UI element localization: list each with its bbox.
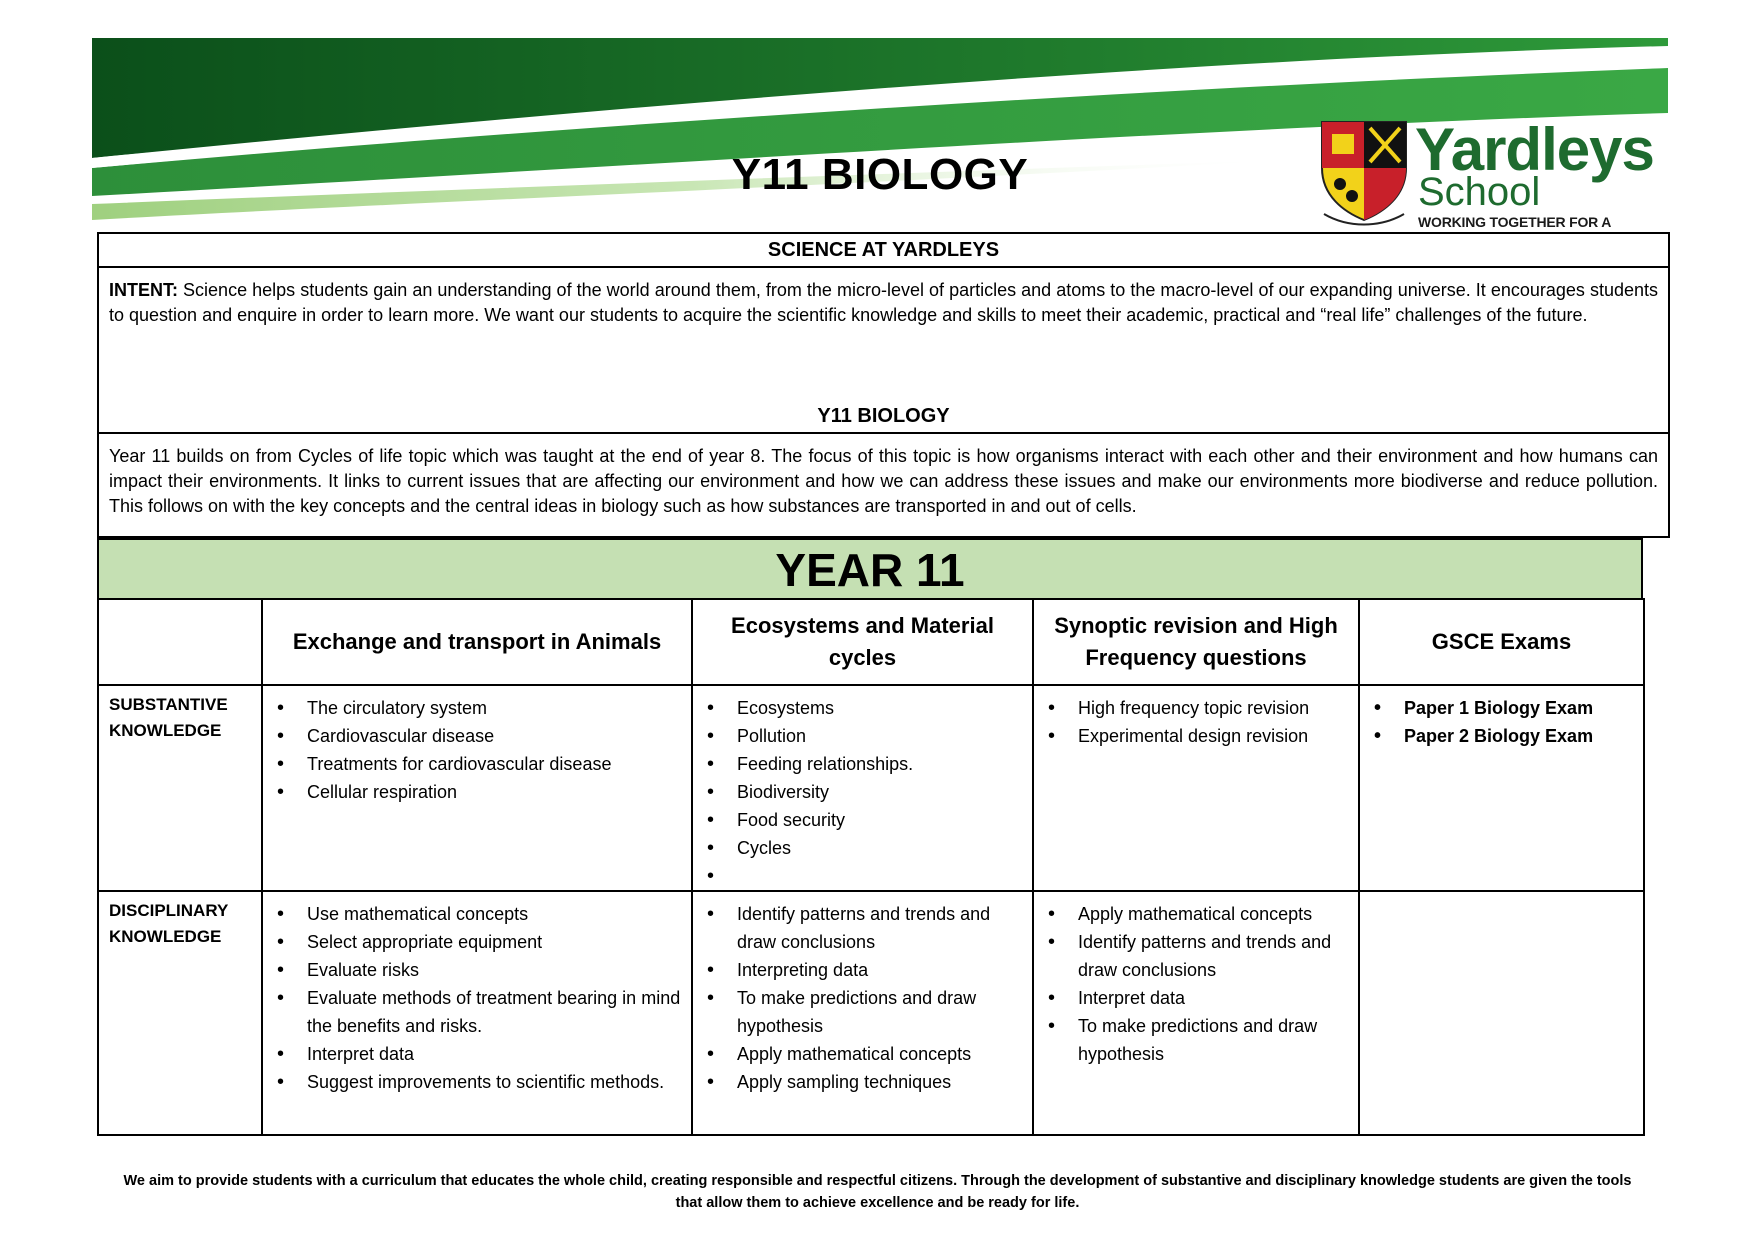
table-row <box>98 685 1644 891</box>
curriculum-table <box>97 598 1645 1136</box>
list-item: • High frequency topic revision <box>1044 694 1350 722</box>
list-item: • Paper 2 Biology Exam <box>1370 722 1635 750</box>
school-crest-icon <box>1318 118 1410 230</box>
column-header: Synoptic revision and High Frequency questions <box>1033 599 1359 685</box>
bullet-list <box>263 892 691 1096</box>
bullet-list <box>693 686 1032 890</box>
y11-section <box>97 400 1670 538</box>
row-label-line: DISCIPLINARY <box>109 901 229 920</box>
list-item: • Biodiversity <box>703 778 1024 806</box>
list-item: • Paper 1 Biology Exam <box>1370 694 1635 722</box>
bullet-list <box>1034 686 1358 750</box>
list-item: • Ecosystems <box>703 694 1024 722</box>
table-cell <box>262 685 692 891</box>
list-item: • To make predictions and draw hypothesis <box>1044 1012 1350 1068</box>
table-row <box>98 891 1644 1135</box>
intent-text: Science helps students gain an understanding of the world around them, from the micro-level of particles and atoms to the macro-level of our expanding universe. It encourages students to question and enquire in order to learn more. We want our students to acquire the scientific knowledge and skills to meet their academic, practical and “real life” challenges of the future. <box>109 280 1658 325</box>
list-item: • Interpreting data <box>703 956 1024 984</box>
intent-label: INTENT: <box>109 280 178 300</box>
list-item: • Identify patterns and trends and draw conclusions <box>703 900 1024 956</box>
list-item: • Interpret data <box>1044 984 1350 1012</box>
row-label-substantive <box>98 685 262 891</box>
logo-name: Yardleys <box>1415 116 1654 183</box>
list-item: • Pollution <box>703 722 1024 750</box>
list-item: • Cardiovascular disease <box>273 722 683 750</box>
table-cell <box>1033 891 1359 1135</box>
footer-statement: We aim to provide students with a curriculum that educates the whole child, creating responsible and respectful citizens. Through the development of substantive and disciplinary knowledge students are given the tools that allow them to achieve excellence and be ready for life. <box>123 1173 1632 1211</box>
row-label-disciplinary <box>98 891 262 1135</box>
logo-school: School <box>1418 170 1541 214</box>
table-cell-empty <box>1359 891 1644 1135</box>
logo-tagline: WORKING TOGETHER FOR A <box>1418 214 1611 230</box>
list-item: • Evaluate risks <box>273 956 683 984</box>
page-title: Y11 BIOLOGY <box>731 150 1029 199</box>
list-item: • Interpret data <box>273 1040 683 1068</box>
list-item: • To make predictions and draw hypothesis <box>703 984 1024 1040</box>
row-label-line: KNOWLEDGE <box>109 721 222 740</box>
list-item: • Use mathematical concepts <box>273 900 683 928</box>
list-item: • Feeding relationships. <box>703 750 1024 778</box>
list-item: • Cellular respiration <box>273 778 683 806</box>
table-header-row <box>98 599 1644 685</box>
bullet-list <box>1360 686 1643 750</box>
y11-heading: Y11 BIOLOGY <box>99 400 1668 434</box>
list-item: • Food security <box>703 806 1024 834</box>
list-item: • The circulatory system <box>273 694 683 722</box>
row-label-line: KNOWLEDGE <box>109 927 222 946</box>
list-item: • Apply mathematical concepts <box>703 1040 1024 1068</box>
table-corner-cell <box>98 599 262 685</box>
list-item: • Experimental design revision <box>1044 722 1350 750</box>
list-item <box>703 862 1024 890</box>
column-header: Ecosystems and Material cycles <box>692 599 1033 685</box>
table-cell <box>692 891 1033 1135</box>
table-cell <box>262 891 692 1135</box>
column-header: GSCE Exams <box>1359 599 1644 685</box>
table-cell <box>1033 685 1359 891</box>
y11-paragraph: Year 11 builds on from Cycles of life topic which was taught at the end of year 8. The focus of this topic is how organisms interact with each other and their environment and how humans can impact their environments. It links to current issues that are affecting our environment and how we can address these issues and make our environments more biodiverse and reduce pollution. This follows on with the key concepts and the central ideas in biology such as how substances are transported in and out of cells. <box>109 446 1658 516</box>
list-item: • Suggest improvements to scientific methods. <box>273 1068 683 1096</box>
list-item: • Evaluate methods of treatment bearing in mind the benefits and risks. <box>273 984 683 1040</box>
list-item: • Identify patterns and trends and draw conclusions <box>1044 928 1350 984</box>
list-item: • Treatments for cardiovascular disease <box>273 750 683 778</box>
list-item: • Apply sampling techniques <box>703 1068 1024 1096</box>
intent-paragraph <box>99 268 1668 338</box>
bullet-list <box>263 686 691 806</box>
table-cell <box>1359 685 1644 891</box>
column-header: Exchange and transport in Animals <box>262 599 692 685</box>
row-label-line: SUBSTANTIVE <box>109 695 228 714</box>
school-logo <box>1318 118 1663 233</box>
table-cell <box>692 685 1033 891</box>
science-heading: SCIENCE AT YARDLEYS <box>99 234 1668 268</box>
list-item: • Apply mathematical concepts <box>1044 900 1350 928</box>
list-item: • Select appropriate equipment <box>273 928 683 956</box>
bullet-list <box>1034 892 1358 1068</box>
bullet-list <box>693 892 1032 1096</box>
list-item: • Cycles <box>703 834 1024 862</box>
year-banner: YEAR 11 <box>97 538 1643 600</box>
science-section <box>97 232 1670 402</box>
